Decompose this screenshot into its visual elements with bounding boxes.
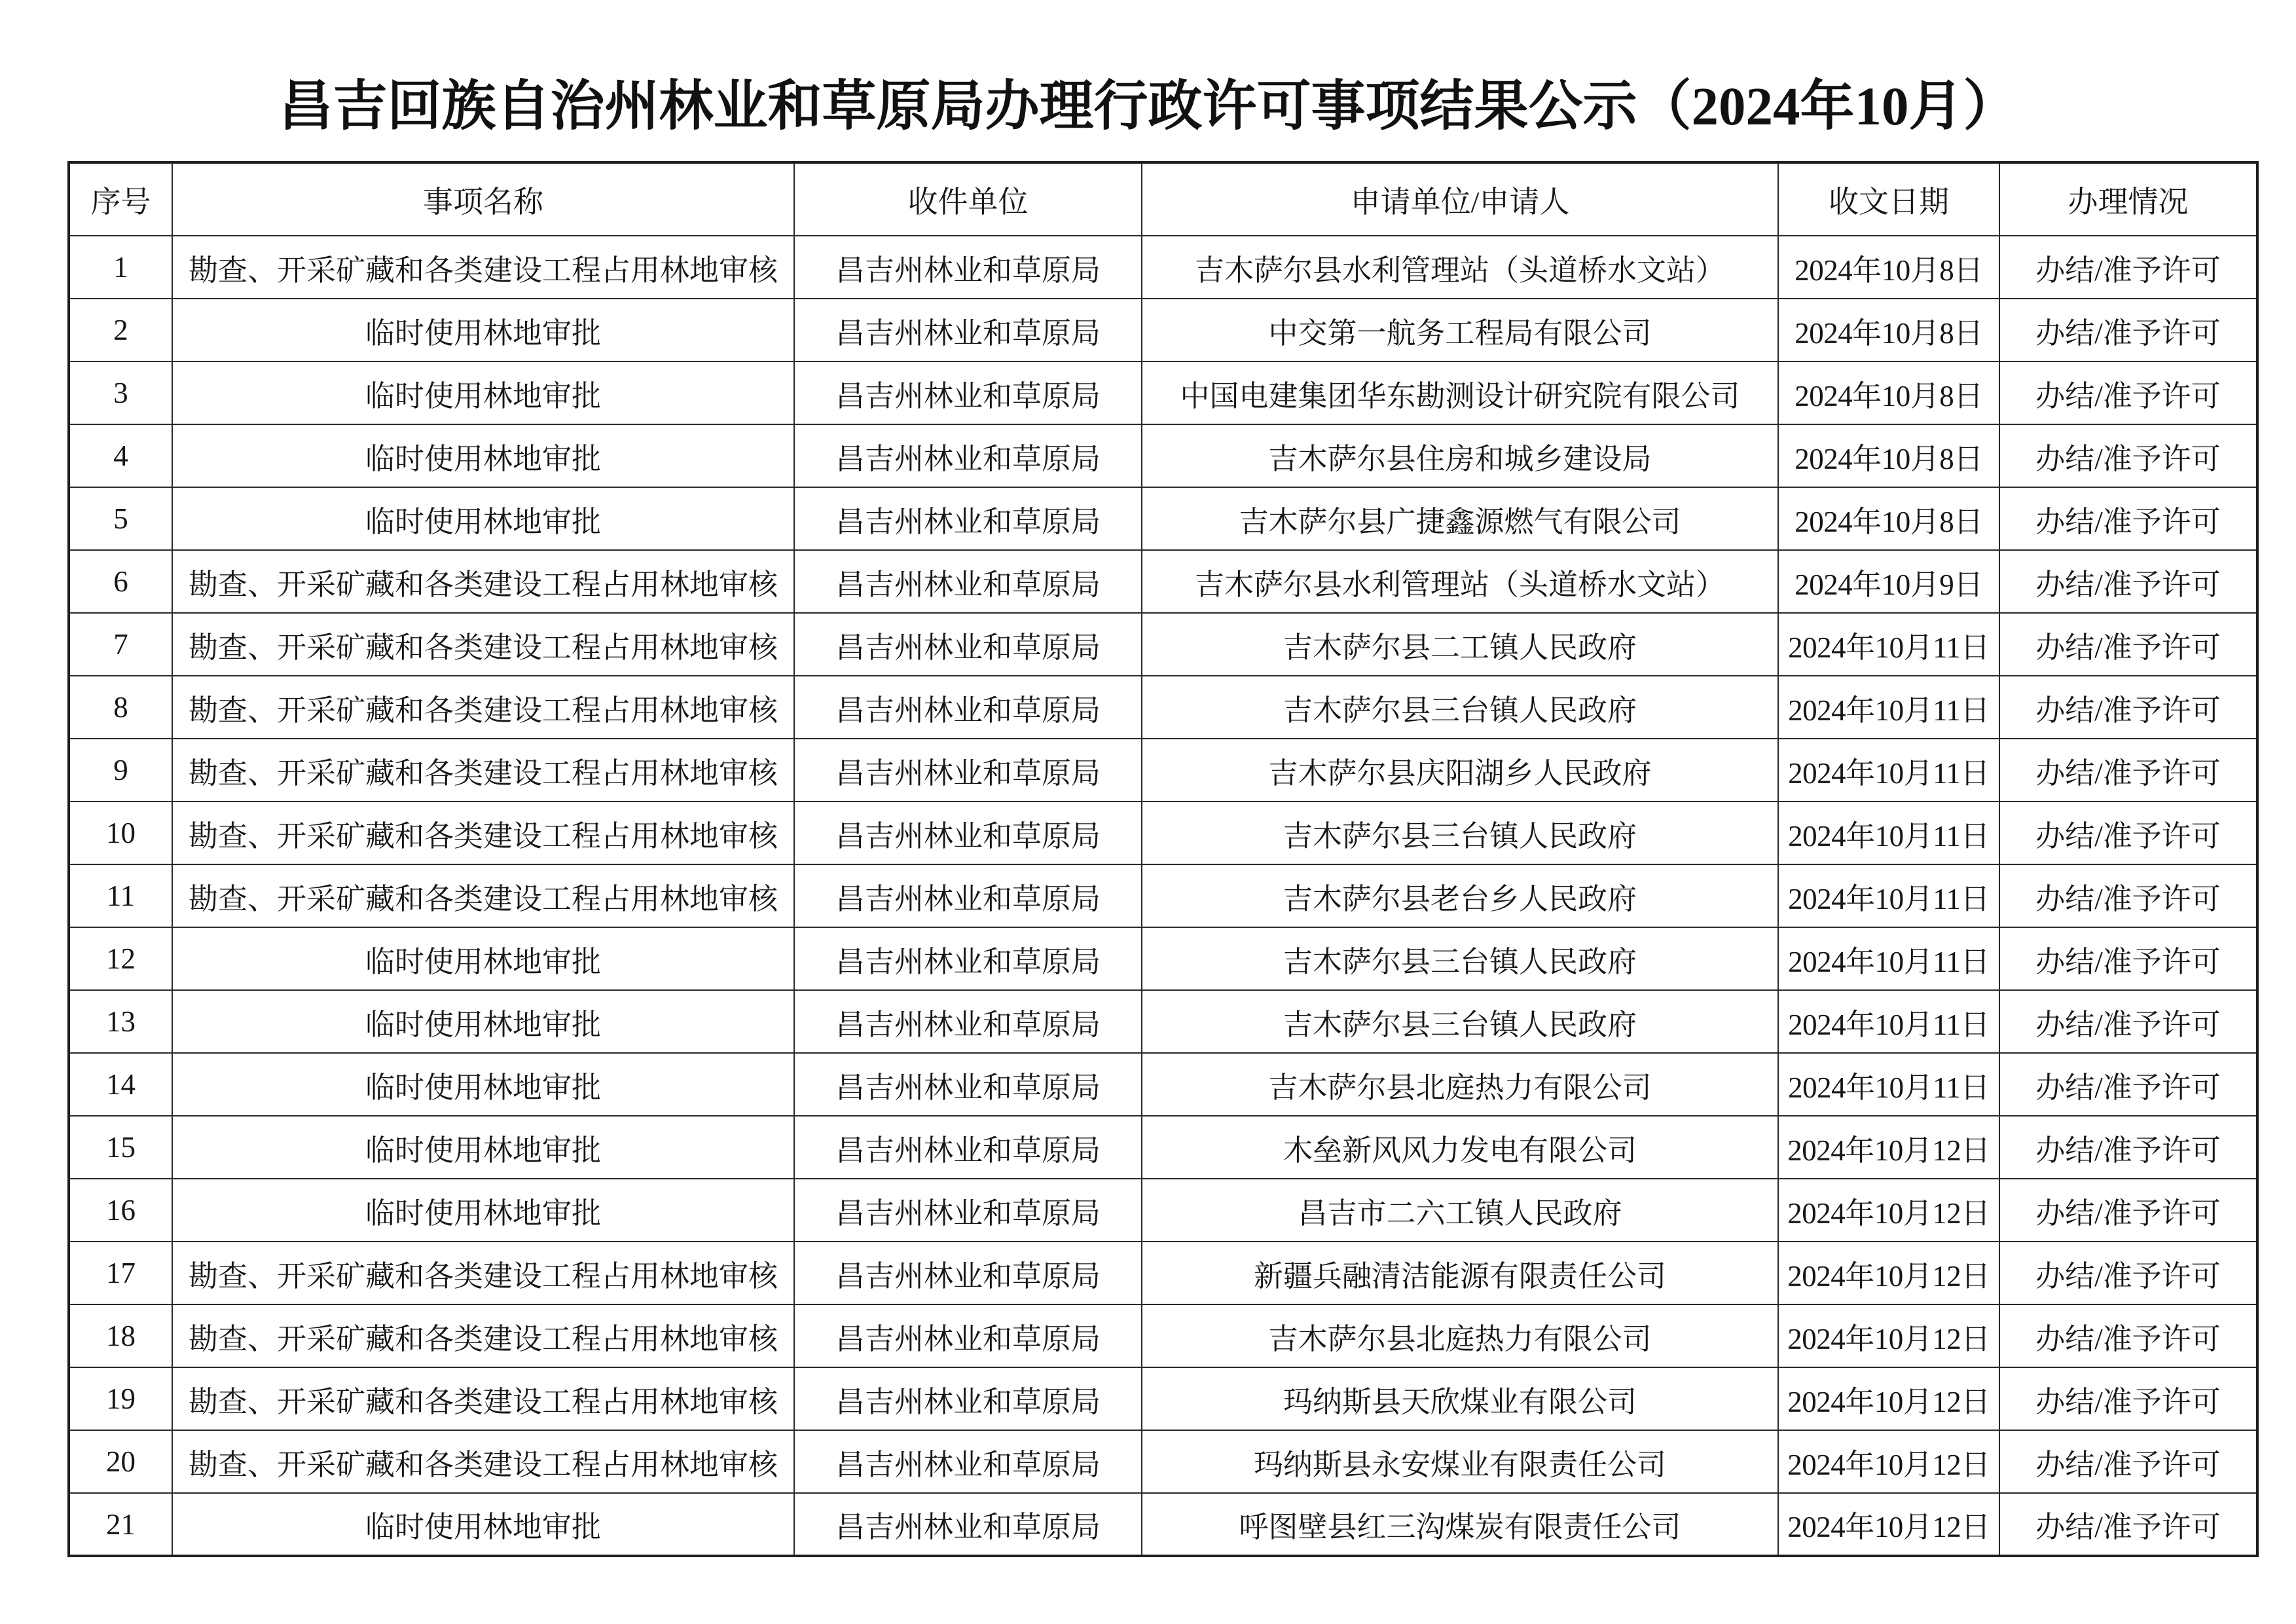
cell-no: 15 (69, 1116, 172, 1179)
cell-item-name: 勘查、开采矿藏和各类建设工程占用林地审核 (172, 864, 794, 927)
cell-receiving-unit: 昌吉州林业和草原局 (794, 1430, 1142, 1493)
cell-no: 5 (69, 487, 172, 550)
cell-applicant: 吉木萨尔县三台镇人民政府 (1142, 802, 1778, 864)
cell-receiving-unit: 昌吉州林业和草原局 (794, 1053, 1142, 1116)
table-row (69, 1367, 2257, 1430)
cell-applicant: 玛纳斯县天欣煤业有限公司 (1142, 1367, 1778, 1430)
cell-status: 办结/准予许可 (1999, 1116, 2257, 1179)
cell-receiving-unit: 昌吉州林业和草原局 (794, 424, 1142, 487)
cell-applicant: 中交第一航务工程局有限公司 (1142, 299, 1778, 361)
page-title: 昌吉回族自治州林业和草原局办理行政许可事项结果公示（2024年10月） (278, 76, 2018, 136)
cell-status: 办结/准予许可 (1999, 1304, 2257, 1367)
cell-no: 4 (69, 424, 172, 487)
cell-applicant: 吉木萨尔县北庭热力有限公司 (1142, 1053, 1778, 1116)
table-row (69, 1304, 2257, 1367)
table-row (69, 424, 2257, 487)
cell-receiving-unit: 昌吉州林业和草原局 (794, 990, 1142, 1053)
cell-item-name: 临时使用林地审批 (172, 927, 794, 990)
cell-receipt-date: 2024年10月12日 (1778, 1242, 1999, 1304)
cell-receipt-date: 2024年10月12日 (1778, 1116, 1999, 1179)
cell-applicant: 吉木萨尔县三台镇人民政府 (1142, 990, 1778, 1053)
table-row (69, 1242, 2257, 1304)
cell-applicant: 呼图壁县红三沟煤炭有限责任公司 (1142, 1493, 1778, 1556)
cell-status: 办结/准予许可 (1999, 236, 2257, 299)
cell-no: 12 (69, 927, 172, 990)
cell-status: 办结/准予许可 (1999, 990, 2257, 1053)
cell-applicant: 吉木萨尔县住房和城乡建设局 (1142, 424, 1778, 487)
cell-no: 2 (69, 299, 172, 361)
header-no: 序号 (69, 162, 172, 236)
cell-receipt-date: 2024年10月11日 (1778, 676, 1999, 739)
cell-status: 办结/准予许可 (1999, 487, 2257, 550)
cell-receiving-unit: 昌吉州林业和草原局 (794, 802, 1142, 864)
cell-receipt-date: 2024年10月12日 (1778, 1430, 1999, 1493)
cell-receipt-date: 2024年10月11日 (1778, 990, 1999, 1053)
cell-applicant: 吉木萨尔县老台乡人民政府 (1142, 864, 1778, 927)
cell-status: 办结/准予许可 (1999, 676, 2257, 739)
cell-status: 办结/准予许可 (1999, 739, 2257, 802)
cell-status: 办结/准予许可 (1999, 802, 2257, 864)
cell-item-name: 临时使用林地审批 (172, 1116, 794, 1179)
cell-no: 13 (69, 990, 172, 1053)
cell-status: 办结/准予许可 (1999, 1367, 2257, 1430)
cell-item-name: 勘查、开采矿藏和各类建设工程占用林地审核 (172, 739, 794, 802)
cell-item-name: 勘查、开采矿藏和各类建设工程占用林地审核 (172, 1430, 794, 1493)
cell-no: 14 (69, 1053, 172, 1116)
cell-applicant: 吉木萨尔县北庭热力有限公司 (1142, 1304, 1778, 1367)
cell-applicant: 吉木萨尔县水利管理站（头道桥水文站） (1142, 236, 1778, 299)
cell-item-name: 勘查、开采矿藏和各类建设工程占用林地审核 (172, 1367, 794, 1430)
table-body (69, 236, 2257, 1556)
results-table (67, 161, 2259, 1557)
cell-item-name: 临时使用林地审批 (172, 1179, 794, 1242)
cell-item-name: 勘查、开采矿藏和各类建设工程占用林地审核 (172, 1304, 794, 1367)
cell-item-name: 临时使用林地审批 (172, 990, 794, 1053)
cell-status: 办结/准予许可 (1999, 613, 2257, 676)
cell-receipt-date: 2024年10月11日 (1778, 613, 1999, 676)
cell-applicant: 吉木萨尔县水利管理站（头道桥水文站） (1142, 550, 1778, 613)
cell-item-name: 勘查、开采矿藏和各类建设工程占用林地审核 (172, 550, 794, 613)
cell-receipt-date: 2024年10月12日 (1778, 1493, 1999, 1556)
cell-no: 10 (69, 802, 172, 864)
cell-receiving-unit: 昌吉州林业和草原局 (794, 236, 1142, 299)
cell-receiving-unit: 昌吉州林业和草原局 (794, 676, 1142, 739)
cell-item-name: 临时使用林地审批 (172, 1493, 794, 1556)
table-row (69, 1493, 2257, 1556)
cell-receiving-unit: 昌吉州林业和草原局 (794, 1493, 1142, 1556)
cell-applicant: 吉木萨尔县三台镇人民政府 (1142, 676, 1778, 739)
cell-status: 办结/准予许可 (1999, 1179, 2257, 1242)
cell-item-name: 勘查、开采矿藏和各类建设工程占用林地审核 (172, 802, 794, 864)
table-row (69, 739, 2257, 802)
cell-status: 办结/准予许可 (1999, 1430, 2257, 1493)
table-header-row (69, 162, 2257, 236)
cell-receiving-unit: 昌吉州林业和草原局 (794, 613, 1142, 676)
header-status: 办理情况 (1999, 162, 2257, 236)
table-header (69, 162, 2257, 236)
table-row (69, 613, 2257, 676)
cell-receiving-unit: 昌吉州林业和草原局 (794, 1367, 1142, 1430)
table-row (69, 299, 2257, 361)
table-row (69, 676, 2257, 739)
cell-item-name: 勘查、开采矿藏和各类建设工程占用林地审核 (172, 613, 794, 676)
cell-item-name: 临时使用林地审批 (172, 299, 794, 361)
cell-no: 6 (69, 550, 172, 613)
cell-receipt-date: 2024年10月11日 (1778, 864, 1999, 927)
cell-item-name: 临时使用林地审批 (172, 487, 794, 550)
cell-receiving-unit: 昌吉州林业和草原局 (794, 299, 1142, 361)
cell-no: 17 (69, 1242, 172, 1304)
cell-no: 8 (69, 676, 172, 739)
cell-applicant: 吉木萨尔县广捷鑫源燃气有限公司 (1142, 487, 1778, 550)
cell-receipt-date: 2024年10月11日 (1778, 1053, 1999, 1116)
cell-item-name: 勘查、开采矿藏和各类建设工程占用林地审核 (172, 236, 794, 299)
cell-item-name: 临时使用林地审批 (172, 424, 794, 487)
cell-status: 办结/准予许可 (1999, 299, 2257, 361)
header-receiving-unit: 收件单位 (794, 162, 1142, 236)
cell-no: 7 (69, 613, 172, 676)
cell-receiving-unit: 昌吉州林业和草原局 (794, 864, 1142, 927)
table-row (69, 361, 2257, 424)
cell-applicant: 玛纳斯县永安煤业有限责任公司 (1142, 1430, 1778, 1493)
cell-applicant: 吉木萨尔县二工镇人民政府 (1142, 613, 1778, 676)
cell-status: 办结/准予许可 (1999, 1493, 2257, 1556)
cell-no: 18 (69, 1304, 172, 1367)
cell-item-name: 临时使用林地审批 (172, 1053, 794, 1116)
cell-no: 19 (69, 1367, 172, 1430)
table-row (69, 802, 2257, 864)
table-row (69, 864, 2257, 927)
cell-receiving-unit: 昌吉州林业和草原局 (794, 739, 1142, 802)
table-row (69, 990, 2257, 1053)
cell-receipt-date: 2024年10月11日 (1778, 802, 1999, 864)
cell-status: 办结/准予许可 (1999, 864, 2257, 927)
cell-status: 办结/准予许可 (1999, 550, 2257, 613)
table-row (69, 1179, 2257, 1242)
cell-receiving-unit: 昌吉州林业和草原局 (794, 550, 1142, 613)
header-receipt-date: 收文日期 (1778, 162, 1999, 236)
cell-applicant: 昌吉市二六工镇人民政府 (1142, 1179, 1778, 1242)
cell-no: 1 (69, 236, 172, 299)
header-item-name: 事项名称 (172, 162, 794, 236)
cell-status: 办结/准予许可 (1999, 927, 2257, 990)
cell-receiving-unit: 昌吉州林业和草原局 (794, 927, 1142, 990)
cell-receipt-date: 2024年10月8日 (1778, 487, 1999, 550)
cell-receiving-unit: 昌吉州林业和草原局 (794, 487, 1142, 550)
table-row (69, 1053, 2257, 1116)
cell-receipt-date: 2024年10月12日 (1778, 1304, 1999, 1367)
cell-receipt-date: 2024年10月8日 (1778, 236, 1999, 299)
table-row (69, 236, 2257, 299)
table-row (69, 550, 2257, 613)
cell-no: 3 (69, 361, 172, 424)
cell-applicant: 中国电建集团华东勘测设计研究院有限公司 (1142, 361, 1778, 424)
cell-item-name: 勘查、开采矿藏和各类建设工程占用林地审核 (172, 1242, 794, 1304)
cell-item-name: 勘查、开采矿藏和各类建设工程占用林地审核 (172, 676, 794, 739)
cell-status: 办结/准予许可 (1999, 1053, 2257, 1116)
cell-item-name: 临时使用林地审批 (172, 361, 794, 424)
cell-applicant: 木垒新风风力发电有限公司 (1142, 1116, 1778, 1179)
cell-receipt-date: 2024年10月9日 (1778, 550, 1999, 613)
header-applicant: 申请单位/申请人 (1142, 162, 1778, 236)
cell-receipt-date: 2024年10月12日 (1778, 1179, 1999, 1242)
cell-receipt-date: 2024年10月8日 (1778, 424, 1999, 487)
cell-receipt-date: 2024年10月12日 (1778, 1367, 1999, 1430)
cell-status: 办结/准予许可 (1999, 424, 2257, 487)
cell-receiving-unit: 昌吉州林业和草原局 (794, 1179, 1142, 1242)
cell-receiving-unit: 昌吉州林业和草原局 (794, 1304, 1142, 1367)
cell-receiving-unit: 昌吉州林业和草原局 (794, 1242, 1142, 1304)
cell-status: 办结/准予许可 (1999, 1242, 2257, 1304)
table-row (69, 487, 2257, 550)
cell-receipt-date: 2024年10月8日 (1778, 361, 1999, 424)
cell-status: 办结/准予许可 (1999, 361, 2257, 424)
table-row (69, 927, 2257, 990)
cell-applicant: 吉木萨尔县三台镇人民政府 (1142, 927, 1778, 990)
table-row (69, 1430, 2257, 1493)
cell-no: 20 (69, 1430, 172, 1493)
cell-applicant: 吉木萨尔县庆阳湖乡人民政府 (1142, 739, 1778, 802)
cell-applicant: 新疆兵融清洁能源有限责任公司 (1142, 1242, 1778, 1304)
cell-no: 21 (69, 1493, 172, 1556)
cell-receipt-date: 2024年10月11日 (1778, 927, 1999, 990)
cell-no: 16 (69, 1179, 172, 1242)
table-row (69, 1116, 2257, 1179)
cell-receiving-unit: 昌吉州林业和草原局 (794, 361, 1142, 424)
cell-receiving-unit: 昌吉州林业和草原局 (794, 1116, 1142, 1179)
cell-receipt-date: 2024年10月11日 (1778, 739, 1999, 802)
cell-receipt-date: 2024年10月8日 (1778, 299, 1999, 361)
cell-no: 11 (69, 864, 172, 927)
cell-no: 9 (69, 739, 172, 802)
